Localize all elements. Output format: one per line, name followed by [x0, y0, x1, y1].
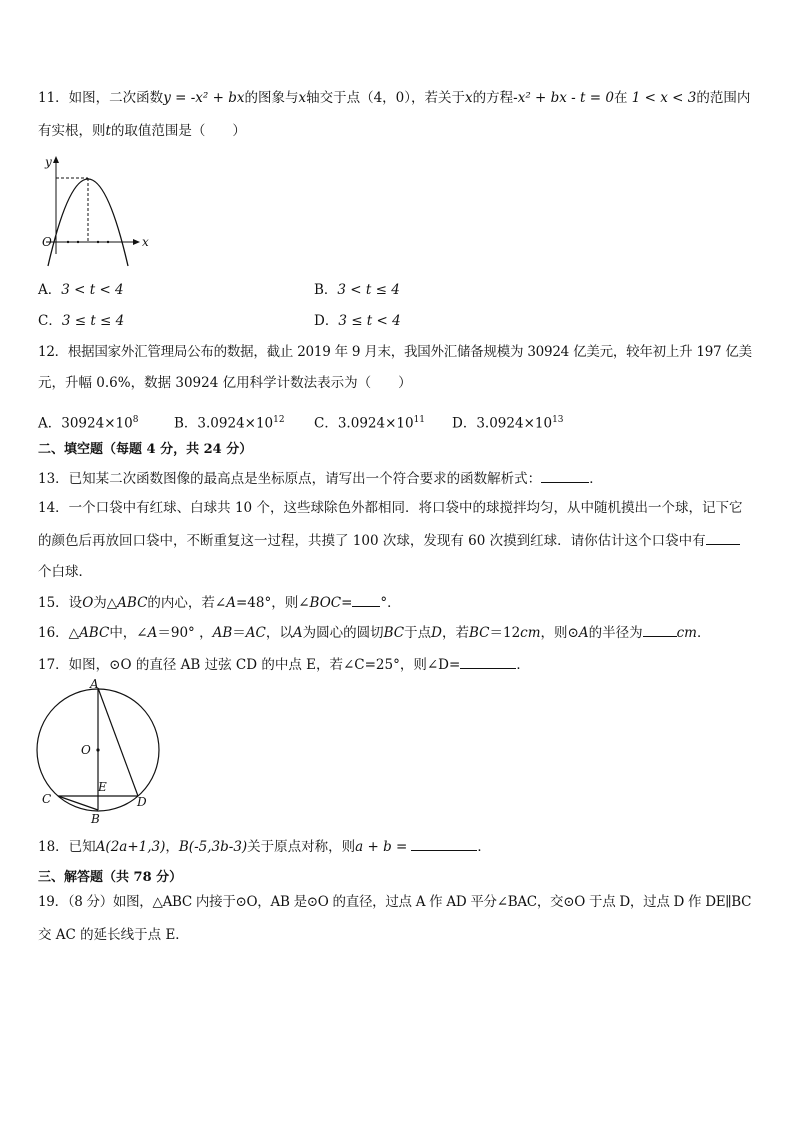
option-text: 3 ≤ t < 4 — [338, 313, 401, 329]
option-base: 3.0924×10 — [476, 415, 553, 432]
option-letter: A． — [38, 415, 62, 432]
q16-var: BC — [383, 625, 405, 641]
q12-option-b — [174, 410, 285, 434]
label-c: C — [42, 792, 52, 806]
center-point — [96, 748, 99, 751]
q16-text: ． — [696, 625, 711, 641]
q12-option-a — [38, 410, 138, 434]
x-axis-arrow — [133, 239, 140, 245]
tick-dot — [67, 241, 69, 243]
q15-text: 的内心，若∠ — [147, 595, 227, 611]
q11-var: x — [298, 90, 307, 106]
q18-end: ． — [477, 839, 491, 855]
q16-var: A — [578, 625, 589, 641]
q13-end: ． — [589, 471, 603, 487]
q15-var: BOC — [309, 595, 342, 611]
q15-text: = — [341, 595, 353, 611]
q15-text: 15．设 — [38, 595, 83, 611]
q16-var: AC — [245, 625, 266, 641]
q11-text: 轴交于点（4，0），若关于 — [306, 90, 466, 106]
section-3-heading: 三、解答题（共 78 分） — [38, 870, 183, 885]
q14-line-1: 14．一个口袋中有红球、白球共 10 个，这些球除色外都相同．将口袋中的球搅拌均匀，从中随机摸出一个球，记下它 — [38, 500, 743, 516]
q18 — [38, 836, 491, 857]
option-letter: D． — [314, 313, 339, 329]
q16-text: 为圆心的圆切 — [302, 625, 384, 641]
label-e: E — [98, 780, 107, 794]
q11-equation: -x² + bx - t = 0 — [513, 90, 614, 106]
q13 — [38, 468, 603, 489]
q11-var: t — [105, 123, 111, 139]
option-text: 3 < t < 4 — [61, 282, 124, 298]
option-base: 3.0924×10 — [337, 415, 414, 432]
q11-text: 在 — [613, 90, 628, 106]
q14-line-2 — [38, 530, 740, 551]
label-x: x — [142, 235, 149, 249]
q16-text: ＝90° ， — [157, 625, 213, 641]
q11-text: 的范围内 — [696, 90, 751, 106]
option-letter: C． — [314, 415, 338, 432]
q18-text: ， — [165, 839, 179, 855]
q11-text: 有实根，则 — [38, 123, 106, 139]
answer-blank[interactable] — [352, 592, 380, 607]
q11-parabola-graph — [36, 154, 156, 264]
option-letter: B． — [174, 415, 198, 432]
q16-text: ，若 — [441, 625, 469, 641]
q11-line-2 — [38, 121, 246, 141]
q15 — [38, 592, 401, 613]
q18-expression: a + b = — [355, 839, 408, 855]
q16-var: A — [292, 625, 303, 641]
option-letter: A． — [38, 282, 62, 298]
option-letter: C． — [38, 313, 62, 329]
parabola-curve — [48, 179, 128, 266]
option-text: 3 < t ≤ 4 — [337, 282, 400, 298]
option-base: 30924×10 — [61, 415, 133, 432]
q16-var: A — [147, 625, 158, 641]
option-letter: D． — [452, 415, 477, 432]
q11-text: 的取值范围是（ ） — [110, 123, 246, 139]
q16-text: ＝12 — [489, 625, 521, 641]
q18-point-b: B(-5,3b-3) — [178, 839, 248, 855]
q16-text: 16．△ — [38, 625, 80, 641]
option-text: 3 ≤ t ≤ 4 — [61, 313, 125, 329]
q12-line-2: 元，升幅 0.6%，数据 30924 亿用科学计数法表示为（ ） — [38, 375, 412, 391]
q15-var: A — [226, 595, 236, 611]
option-base: 3.0924×10 — [197, 415, 274, 432]
q14-line-3: 个白球． — [38, 564, 92, 580]
q18-text: 关于原点对称，则 — [247, 839, 356, 855]
q17-text: 17．如图，⊙O 的直径 AB 过弦 CD 的中点 E，若∠C=25°，则∠D= — [38, 657, 461, 673]
q15-var: ABC — [117, 595, 148, 611]
q19-line-1: 19．（8 分）如图，△ABC 内接于⊙O，AB 是⊙O 的直径，过点 A 作 AD 平分∠BAC，交⊙O 于点 D，过点 D 作 DE∥BC — [38, 894, 752, 910]
section-2-heading: 二、填空题（每题 4 分，共 24 分） — [38, 442, 253, 457]
option-letter: B． — [314, 282, 338, 298]
q18-point-a: A(2a+1,3) — [95, 839, 166, 855]
q11-option-d — [314, 311, 401, 331]
q15-var: O — [82, 595, 94, 611]
q15-text: 为△ — [93, 595, 118, 611]
q16-unit: cm — [676, 625, 697, 641]
q15-text: °． — [380, 595, 401, 611]
option-exponent: 11 — [413, 415, 426, 425]
answer-blank[interactable] — [460, 654, 516, 669]
label-d: D — [137, 795, 147, 809]
q12-line-1: 12．根据国家外汇管理局公布的数据，截止 2019 年 9 月末，我国外汇储备规模为 30924 亿美元，较年初上升 197 亿美 — [38, 344, 752, 360]
q11-var: x — [465, 90, 473, 106]
tick-dot — [77, 241, 79, 243]
q16-text: 于点 — [404, 625, 432, 641]
q12-option-d — [452, 410, 564, 434]
q14-text: 的颜色后再放回口袋中，不断重复这一过程，共摸了 100 次球，发现有 60 次摸到红球．请你估计这个口袋中有 — [38, 533, 706, 549]
q11-range: 1 < x < 3 — [631, 90, 697, 106]
q11-text: 的方程 — [472, 90, 514, 106]
q16-text: 的半径为 — [588, 625, 643, 641]
q16-var: AB — [212, 625, 233, 641]
q16-text: ，以 — [265, 625, 293, 641]
q15-text: =48°，则∠ — [235, 595, 310, 611]
q16-var: ABC — [79, 625, 110, 641]
answer-blank[interactable] — [411, 836, 477, 851]
q11-option-a — [38, 280, 124, 300]
q11-option-c — [38, 311, 124, 331]
q18-text: 18．已知 — [38, 839, 96, 855]
option-exponent: 13 — [552, 415, 564, 425]
answer-blank[interactable] — [643, 622, 677, 637]
label-a: A — [90, 677, 99, 691]
q11-function: y = -x² + bx — [163, 90, 245, 106]
q19-line-2: 交 AC 的延长线于点 E． — [38, 927, 189, 943]
q16 — [38, 622, 710, 643]
answer-blank[interactable] — [541, 468, 589, 483]
q11-line-1 — [38, 88, 750, 108]
q11-text: 的图象与 — [244, 90, 299, 106]
label-o: O — [81, 743, 91, 757]
tick-dot — [107, 241, 109, 243]
option-exponent: 8 — [132, 415, 139, 425]
q16-unit: cm — [520, 625, 541, 641]
q12-option-c — [314, 410, 425, 434]
label-y: y — [45, 155, 52, 169]
q13-text: 13．已知某二次函数图像的最高点是坐标原点，请写出一个符合要求的函数解析式： — [38, 471, 542, 487]
q11-option-b — [314, 280, 400, 300]
label-b: B — [91, 812, 100, 826]
q17 — [38, 654, 530, 675]
q16-text: ，则⊙ — [540, 625, 579, 641]
label-origin: O — [42, 235, 52, 249]
q16-text: 中，∠ — [109, 625, 148, 641]
q11-text: 11．如图，二次函数 — [38, 90, 164, 106]
q16-var: D — [431, 625, 442, 641]
tick-dot — [97, 241, 99, 243]
answer-blank[interactable] — [706, 530, 740, 545]
option-exponent: 12 — [273, 415, 285, 425]
q17-end: ． — [516, 657, 530, 673]
q17-circle-figure — [34, 678, 174, 828]
y-axis-arrow — [53, 156, 59, 163]
q16-var: BC — [468, 625, 490, 641]
q16-text: ＝ — [232, 625, 246, 641]
